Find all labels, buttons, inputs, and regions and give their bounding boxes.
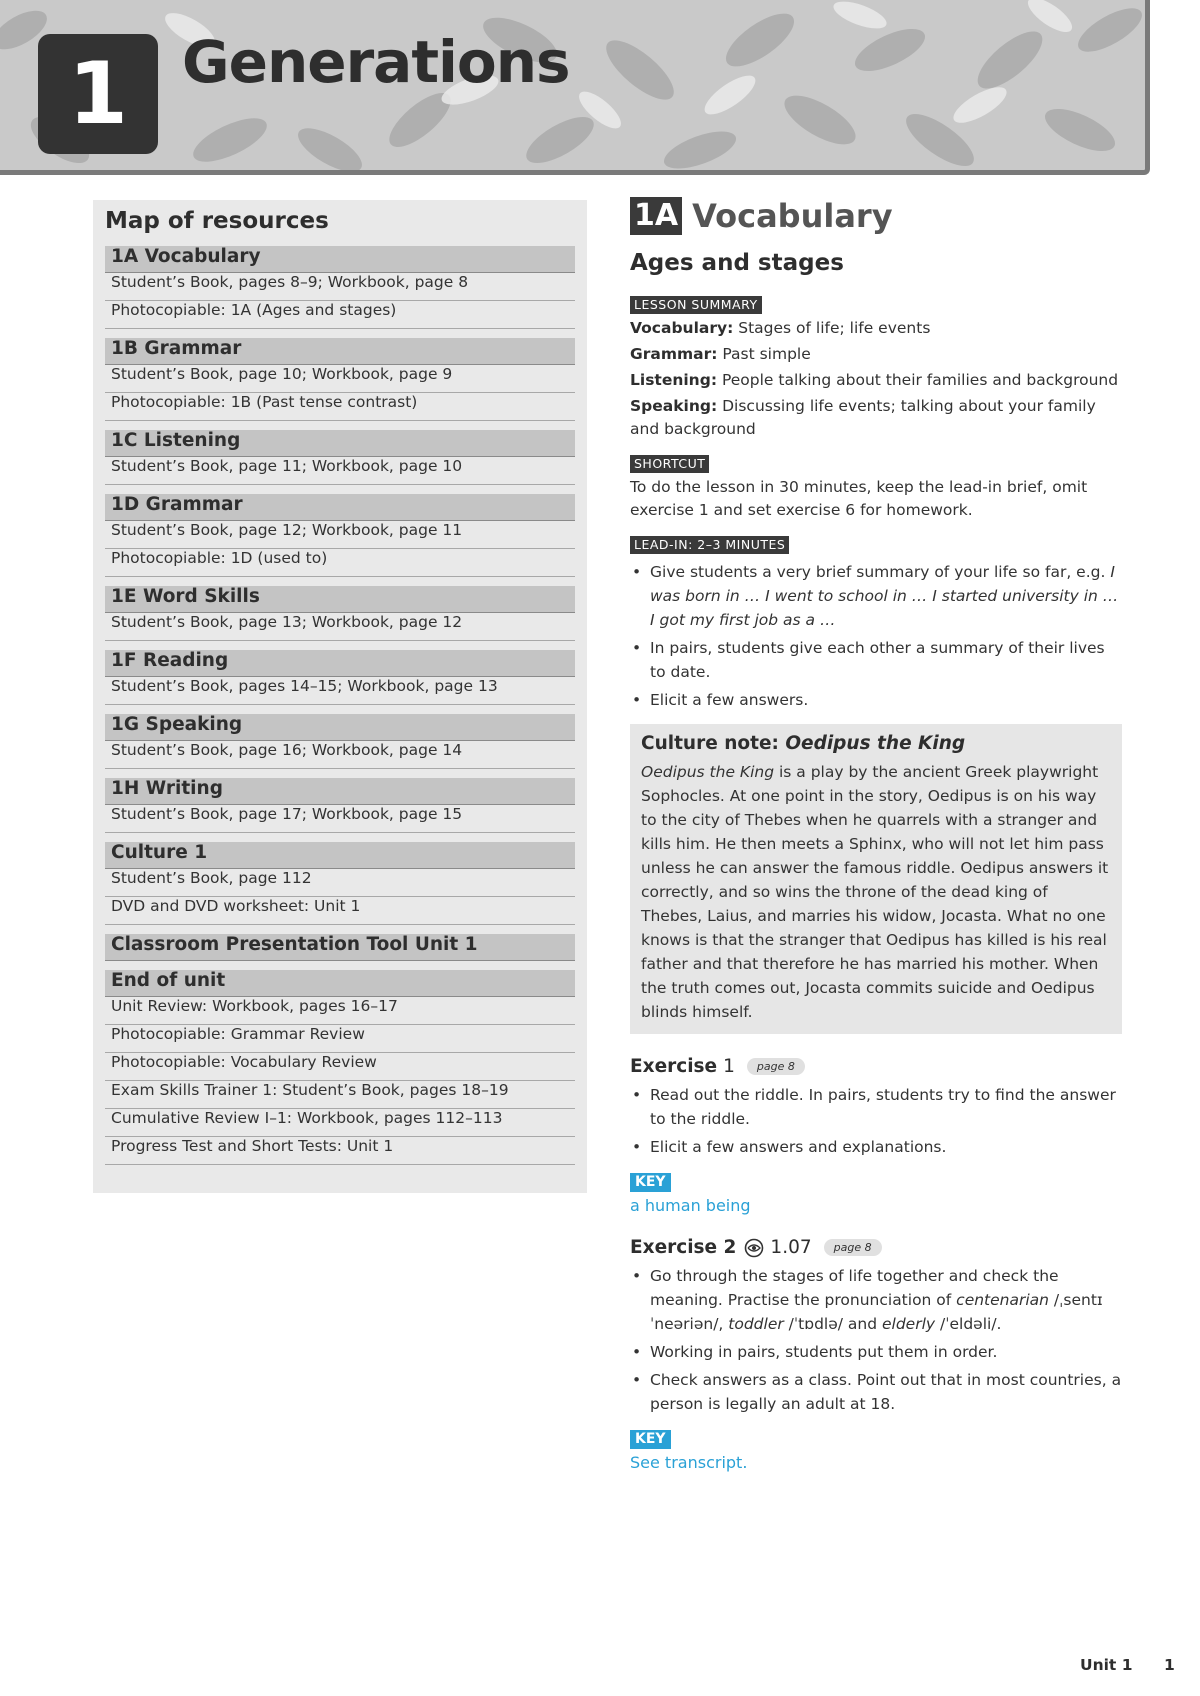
audio-track-icon bbox=[744, 1238, 764, 1258]
map-resource-item: Student’s Book, pages 14–15; Workbook, page 13 bbox=[105, 677, 575, 705]
exercise-2-key-answer: See transcript. bbox=[630, 1453, 748, 1472]
leadin-bullet-2: • In pairs, students give each other a summary of their lives to date. bbox=[630, 636, 1122, 684]
map-section-heading: Culture 1 bbox=[105, 842, 575, 869]
map-section-heading: 1F Reading bbox=[105, 650, 575, 677]
leadin-label: LEAD-IN: 2–3 MINUTES bbox=[630, 536, 789, 554]
banner-pattern bbox=[0, 0, 1145, 170]
footer-page-number: 1 bbox=[1163, 1656, 1175, 1674]
lesson-name: Vocabulary bbox=[692, 197, 893, 235]
exercise-2-page-badge: page 8 bbox=[824, 1239, 882, 1256]
map-section-heading: Classroom Presentation Tool Unit 1 bbox=[105, 934, 575, 961]
exercise-2-bullet-1: • Go through the stages of life together and check the meaning. Practise the pronunciation of centenarian /ˌsentɪˈneəriən/, toddler /ˈtɒdlə/ and elderly /ˈeldəli/. bbox=[630, 1264, 1122, 1336]
map-section-heading: 1E Word Skills bbox=[105, 586, 575, 613]
map-section-heading: 1G Speaking bbox=[105, 714, 575, 741]
lesson-summary-label: LESSON SUMMARY bbox=[630, 296, 762, 314]
lesson-summary-line: Speaking: Discussing life events; talking about your family and background bbox=[630, 397, 1096, 438]
lesson-column bbox=[630, 196, 1122, 1472]
map-section-list bbox=[105, 246, 575, 1174]
map-section-heading: End of unit bbox=[105, 970, 575, 997]
exercise-2-bullet-2: • Working in pairs, students put them in order. bbox=[630, 1340, 1122, 1364]
leadin-bullet-3: • Elicit a few answers. bbox=[630, 688, 1122, 712]
exercise-1-heading: Exercise 1 page 8 bbox=[630, 1056, 1122, 1077]
map-resource-item: Photocopiable: Vocabulary Review bbox=[105, 1053, 575, 1081]
map-section-heading: 1D Grammar bbox=[105, 494, 575, 521]
map-section bbox=[105, 338, 575, 421]
lesson-tag: 1A bbox=[630, 197, 682, 235]
map-resource-item: Progress Test and Short Tests: Unit 1 bbox=[105, 1137, 575, 1165]
unit-banner bbox=[0, 0, 1150, 175]
map-section-heading: 1H Writing bbox=[105, 778, 575, 805]
lesson-summary-line: Listening: People talking about their families and background bbox=[630, 371, 1119, 389]
shortcut-label: SHORTCUT bbox=[630, 455, 709, 473]
exercise-1-key-label: KEY bbox=[630, 1173, 671, 1192]
map-section bbox=[105, 586, 575, 641]
map-section bbox=[105, 778, 575, 833]
lesson-subtitle: Ages and stages bbox=[630, 250, 844, 276]
map-resource-item: DVD and DVD worksheet: Unit 1 bbox=[105, 897, 575, 925]
map-resource-item: Photocopiable: 1D (used to) bbox=[105, 549, 575, 577]
unit-number: 1 bbox=[38, 34, 158, 154]
map-section bbox=[105, 842, 575, 925]
leadin-bullet-1: • Give students a very brief summary of your life so far, e.g. I was born in … I went to school in … I started university in … I got my first job as a … bbox=[630, 560, 1122, 632]
map-section bbox=[105, 494, 575, 577]
map-resource-item: Student’s Book, page 10; Workbook, page 9 bbox=[105, 365, 575, 393]
map-resource-item: Student’s Book, page 11; Workbook, page 10 bbox=[105, 457, 575, 485]
map-section bbox=[105, 934, 575, 961]
map-resource-item: Student’s Book, page 17; Workbook, page 15 bbox=[105, 805, 575, 833]
map-title: Map of resources bbox=[105, 208, 329, 234]
shortcut-text: To do the lesson in 30 minutes, keep the lead-in brief, omit exercise 1 and set exercise 6 for homework. bbox=[630, 478, 1088, 519]
culture-note-title: Culture note: Oedipus the King bbox=[641, 733, 966, 754]
lesson-header bbox=[630, 196, 1122, 236]
map-section bbox=[105, 970, 575, 1165]
exercise-2-heading: Exercise 2 1.07 page 8 bbox=[630, 1237, 1122, 1258]
exercise-1-key-answer: a human being bbox=[630, 1196, 751, 1215]
audio-track-number: 1.07 bbox=[770, 1237, 812, 1258]
exercise-2-bullet-3: • Check answers as a class. Point out that in most countries, a person is legally an adult at 18. bbox=[630, 1368, 1122, 1416]
map-resource-item: Student’s Book, page 16; Workbook, page 14 bbox=[105, 741, 575, 769]
unit-title: Generations bbox=[182, 28, 570, 96]
map-resource-item: Unit Review: Workbook, pages 16–17 bbox=[105, 997, 575, 1025]
map-resource-item: Exam Skills Trainer 1: Student’s Book, pages 18–19 bbox=[105, 1081, 575, 1109]
map-resource-item: Student’s Book, page 13; Workbook, page 12 bbox=[105, 613, 575, 641]
exercise-1-page-badge: page 8 bbox=[747, 1058, 805, 1075]
map-resource-item: Photocopiable: 1A (Ages and stages) bbox=[105, 301, 575, 329]
lesson-summary-line: Grammar: Past simple bbox=[630, 345, 811, 363]
map-resource-item: Photocopiable: 1B (Past tense contrast) bbox=[105, 393, 575, 421]
map-resource-item: Student’s Book, page 112 bbox=[105, 869, 575, 897]
exercise-1-bullet-1: • Read out the riddle. In pairs, students try to find the answer to the riddle. bbox=[630, 1083, 1122, 1131]
map-section-heading: 1B Grammar bbox=[105, 338, 575, 365]
culture-note-body: Oedipus the King is a play by the ancient Greek playwright Sophocles. At one point in the story, Oedipus is on his way to the city of Thebes when he quarrels with a stranger and kills him. He then meets a Sphinx, who will not let him pass unless he can answer the famous riddle. Oedipus answers it correctly, and so wins the throne of the dead king of Thebes, Laius, and marries his widow, Jocasta. What no one knows is that the stranger that Oedipus has killed is his real father and that therefore he has married his mother. When the truth comes out, Jocasta commits suicide and Oedipus blinds himself. bbox=[641, 763, 1109, 1021]
map-of-resources-panel bbox=[93, 200, 587, 1193]
page-footer bbox=[1080, 1656, 1175, 1674]
exercise-2-key-label: KEY bbox=[630, 1430, 671, 1449]
culture-note bbox=[630, 724, 1122, 1034]
exercise-1-bullet-2: • Elicit a few answers and explanations. bbox=[630, 1135, 1122, 1159]
footer-unit: Unit 1 bbox=[1080, 1656, 1133, 1674]
map-resource-item: Cumulative Review I–1: Workbook, pages 112–113 bbox=[105, 1109, 575, 1137]
map-section bbox=[105, 714, 575, 769]
map-resource-item: Student’s Book, page 12; Workbook, page 11 bbox=[105, 521, 575, 549]
map-section-heading: 1A Vocabulary bbox=[105, 246, 575, 273]
lesson-summary-line: Vocabulary: Stages of life; life events bbox=[630, 319, 931, 337]
map-resource-item: Student’s Book, pages 8–9; Workbook, page 8 bbox=[105, 273, 575, 301]
map-section-heading: 1C Listening bbox=[105, 430, 575, 457]
map-resource-item: Photocopiable: Grammar Review bbox=[105, 1025, 575, 1053]
lesson-summary bbox=[630, 317, 1122, 441]
map-section bbox=[105, 246, 575, 329]
map-section bbox=[105, 430, 575, 485]
map-section bbox=[105, 650, 575, 705]
